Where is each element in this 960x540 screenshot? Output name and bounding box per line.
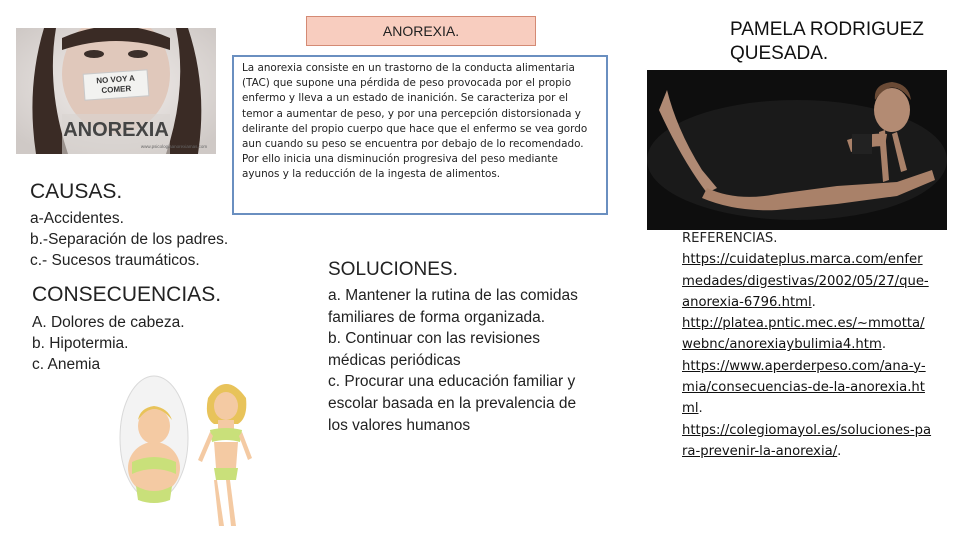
cartoon-icon <box>118 368 274 528</box>
causas-list <box>30 208 300 271</box>
reference-link[interactable]: https://colegiomayol.es/soluciones-para-prevenir-la-anorexia/ <box>682 422 932 459</box>
poster-logo-text: ANOREXIA <box>63 119 169 141</box>
reference-link[interactable]: https://cuidateplus.marca.com/enfermedades/digestivas/2002/05/27/que-anorexia-6796.html <box>682 252 929 310</box>
anorexia-poster-image <box>16 28 216 154</box>
referencias-heading: REFERENCIAS. <box>682 231 778 246</box>
referencias-section: REFERENCIAS. https://cuidateplus.marca.com/enfermedades/digestivas/2002/05/27/que-anorexia-6796.html. http://platea.pntic.mec.es/~mmotta/webnc/anorexiaybulimia4.htm. https://www.aperderpeso.com/ana-y-mia/consecuencias-de-la-anorexia.html. https://colegiomayol.es/soluciones-para-prevenir-la-anorexia/. <box>682 228 932 462</box>
emaciated-woman-photo <box>647 70 947 230</box>
poster-tape-text: NO VOY ACOMER <box>96 73 136 96</box>
woman-photo-icon <box>647 70 947 230</box>
mirror-cartoon-illustration <box>118 368 274 528</box>
reference-link[interactable]: http://platea.pntic.mec.es/~mmotta/webnc/anorexiaybulimia4.htm <box>682 316 925 353</box>
list-item: a. Mantener la rutina de las comidas familiares de forma organizada. <box>328 287 578 326</box>
consecuencias-list <box>32 312 252 375</box>
definition-box <box>232 55 608 215</box>
title-box <box>306 16 536 46</box>
reference-link[interactable]: https://www.aperderpeso.com/ana-y-mia/consecuencias-de-la-anorexia.html <box>682 358 926 417</box>
list-item: A. Dolores de cabeza. <box>32 314 185 331</box>
poster-caption-text: www.psicologiaanorexiamas.com <box>140 144 208 149</box>
list-item: b.-Separación de los padres. <box>30 231 229 248</box>
list-item: b. Continuar con las revisiones médicas periódicas <box>328 330 540 369</box>
list-item: c. Anemia <box>32 356 101 373</box>
list-item: a-Accidentes. <box>30 210 124 227</box>
author-name: PAMELA RODRIGUEZ QUESADA. <box>730 19 924 64</box>
soluciones-heading: SOLUCIONES. <box>328 259 458 280</box>
soluciones-list <box>328 285 588 436</box>
list-item: b. Hipotermia. <box>32 335 129 352</box>
causas-heading: CAUSAS. <box>30 180 123 203</box>
page-title: ANOREXIA. <box>382 23 460 39</box>
list-item: c.- Sucesos traumáticos. <box>30 252 200 269</box>
consecuencias-heading: CONSECUENCIAS. <box>32 283 222 306</box>
list-item: c. Procurar una educación familiar y escolar basada en la prevalencia de los valores humanos <box>328 373 577 434</box>
definition-text: La anorexia consiste en un trastorno de la conducta alimentaria (TAC) que supone una pérdida de peso provocada por el propio enfermo y lleva a un estado de inanición. Se caracteriza por el temor a aumentar de peso, y por una percepción distorsionada y delirante del propio cuerpo que hace que el enfermo se vea gordo aun cuando su peso se encuentra por debajo de lo recomendado. Por ello inicia una disminución progresiva del peso mediante ayunos y la reducción de la ingesta de alimentos. <box>242 62 588 181</box>
anorexia-poster-icon <box>16 28 216 154</box>
